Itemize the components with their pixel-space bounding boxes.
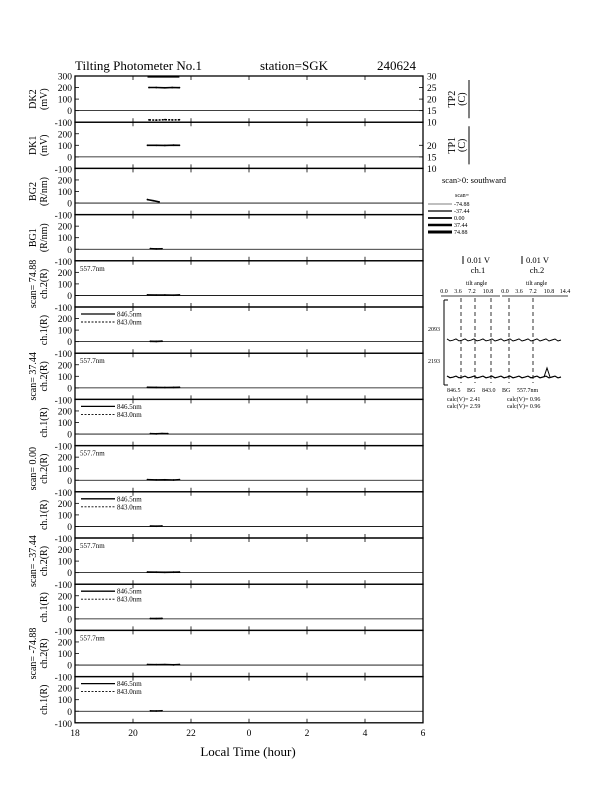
x-tick-label: 18 [70, 728, 80, 739]
y-tick-label: 0 [67, 661, 72, 672]
station-label: station=SGK [260, 58, 329, 73]
panel-s4c1 [39, 584, 423, 637]
panel-s4c2 [28, 535, 423, 591]
calc-ch1-b: calc(V)= 2.59 [447, 404, 481, 410]
x-axis-label: Local Time (hour) [200, 744, 296, 759]
y-label-line2: ch.2(R) [39, 268, 50, 300]
data-point [173, 571, 175, 573]
legend-label: 846.5nm [117, 495, 142, 504]
y-tick-label: 0 [67, 707, 72, 718]
y-tick-label: -100 [54, 257, 72, 268]
scan-legend-label: -74.88 [454, 202, 470, 208]
calc-ch1-a: calc(V)= 2.41 [447, 397, 481, 403]
wavelength-annotation: 557.7nm [80, 449, 105, 458]
data-point [155, 664, 157, 666]
data-point [148, 119, 150, 121]
legend-label: 846.5nm [117, 587, 142, 596]
y-tick-label: -100 [54, 488, 72, 499]
data-point [155, 386, 157, 388]
data-point [150, 340, 152, 342]
ch1-header: 0.01 V [467, 255, 490, 265]
y-tick-label: -100 [54, 442, 72, 453]
tilt-tick-label: 14.4 [559, 289, 571, 295]
tilt-angle-ch1: tilt angle [466, 281, 488, 287]
side-plot [444, 298, 561, 385]
data-point [152, 200, 154, 202]
panel-s5c1 [39, 677, 423, 730]
y-label-line1: scan= -37.44 [28, 535, 39, 587]
panel-frame [75, 76, 423, 122]
data-point [155, 571, 157, 573]
panel-frame [75, 168, 423, 214]
y-tick-label: 0 [67, 384, 72, 395]
y-label-line2: ch.1(R) [39, 407, 50, 438]
data-point [155, 144, 157, 146]
y-tick-label: 100 [57, 650, 72, 660]
data-point [164, 294, 166, 296]
data-point [155, 87, 157, 89]
data-point [164, 479, 166, 481]
data-point [161, 433, 163, 435]
y-tick-label: 0 [67, 153, 72, 164]
y-tick-label: 0 [67, 430, 72, 441]
data-point [155, 433, 157, 435]
y-tick-label: -100 [54, 673, 72, 684]
y-label-line2: ch.2(R) [39, 361, 50, 392]
y-tick-label: 200 [57, 176, 72, 187]
side-bottom-label: 843.0 [482, 388, 496, 394]
scan-legend-label: 74.88 [454, 230, 468, 236]
data-point [147, 144, 149, 146]
y-tick-label: 200 [57, 499, 72, 510]
data-point [161, 525, 163, 527]
scan-legend-label: -37.44 [454, 209, 470, 215]
x-tick-label: 22 [186, 728, 196, 739]
tilt-tick-label: 10.8 [543, 289, 555, 295]
y-label-line2: ch.1(R) [39, 684, 50, 715]
panel-s1c2 [28, 257, 423, 314]
legend-label: 843.0nm [117, 318, 142, 327]
data-point [155, 294, 157, 296]
wavelength-annotation: 557.7nm [80, 542, 105, 550]
data-point [164, 119, 166, 121]
y-tick-label: 100 [57, 603, 72, 614]
data-point [147, 386, 149, 388]
side-bottom-label: BG [502, 388, 511, 394]
data-point [155, 248, 157, 250]
panel-dk1 [28, 122, 469, 175]
tilt-ticks [440, 289, 570, 296]
y-tick-label: -100 [54, 581, 72, 592]
data-point [147, 571, 149, 573]
y-label-line2: (mV) [39, 88, 50, 110]
data-point [150, 248, 152, 250]
y-label-line1: scan= 0.00 [28, 446, 39, 491]
data-point [155, 618, 157, 620]
legend-label: 846.5nm [117, 310, 142, 319]
y-tick-label: 0 [67, 199, 72, 210]
side-bottom-label: 557.7nm [517, 388, 539, 394]
tilt-tick-label: 10.8 [482, 289, 494, 295]
y-tick-label: 100 [57, 188, 72, 198]
y-tick-label: -100 [54, 535, 72, 545]
y-label-line2: ch.2(R) [39, 638, 50, 669]
data-point [150, 433, 152, 435]
side-trace-top [447, 339, 561, 341]
y-tick-label: 200 [57, 638, 72, 649]
data-point [179, 144, 181, 146]
x-tick-label: 2 [304, 728, 310, 739]
calc-ch2-a: calc(V)= 0.96 [507, 397, 541, 403]
y-tick-label: 100 [57, 280, 72, 291]
data-point [147, 199, 149, 201]
chart-title: Tilting Photometer No.1 [75, 58, 203, 73]
tilt-tick-label: 0.0 [501, 289, 509, 295]
y-label-line2: ch.1(R) [39, 592, 50, 623]
right-tick-label: 10 [427, 164, 437, 175]
legend-label: 846.5nm [117, 402, 142, 411]
data-point [173, 294, 175, 296]
y-label-line1: scan= 37.44 [28, 352, 39, 401]
y-tick-label: 100 [57, 372, 72, 383]
tilt-tick-label: 0.0 [440, 289, 448, 295]
data-point [158, 201, 160, 203]
legend-label: 843.0nm [117, 410, 142, 419]
side-bottom-label: 846.5 [447, 388, 461, 394]
data-point [155, 119, 157, 121]
ch2-header: 0.01 V [526, 255, 549, 265]
panel-stack [28, 73, 469, 730]
y-tick-label: 100 [57, 419, 72, 429]
data-point [155, 341, 157, 343]
data-point [161, 340, 163, 342]
data-point [155, 479, 157, 481]
y-tick-label: 200 [57, 592, 72, 603]
scan-direction-note: scan>0: southward [442, 175, 507, 185]
tilt-tick-label: 3.6 [454, 289, 462, 295]
y-tick-label: 200 [57, 361, 72, 372]
y-tick-label: 100 [57, 95, 72, 106]
y-tick-label: 100 [57, 141, 72, 152]
data-point [173, 664, 175, 666]
y-tick-label: 200 [57, 407, 72, 418]
data-point [171, 119, 173, 121]
tilt-tick-label: 3.6 [515, 289, 523, 295]
data-point [150, 618, 152, 620]
panel-s2c2 [28, 352, 423, 406]
y-tick-label: 0 [67, 476, 72, 487]
ch2-label: ch.2 [529, 265, 545, 275]
y-tick-label: 100 [57, 465, 72, 476]
side-bottom-labels [447, 388, 539, 394]
y-label-line2: (mV) [39, 134, 50, 157]
x-tick-label: 4 [362, 728, 368, 739]
data-point [164, 387, 166, 389]
side-value-bottom: 2193 [428, 359, 440, 365]
side-bottom-label: BG [467, 388, 476, 394]
y-tick-label: 100 [57, 326, 72, 337]
panel-bg1 [28, 215, 423, 268]
y-tick-label: -100 [54, 719, 72, 730]
wavelength-annotation: 557.7nm [80, 264, 105, 273]
wavelength-annotation: 557.7nm [80, 357, 105, 366]
right-tick-label: 25 [427, 84, 437, 95]
data-point [164, 87, 166, 89]
data-point [164, 664, 166, 666]
scan-legend-label: 0.00 [454, 216, 465, 222]
right-tick-label: 20 [427, 141, 437, 152]
panel-frame [75, 446, 423, 492]
side-value-top: 2093 [428, 327, 440, 333]
data-point [147, 294, 149, 296]
y-label-line2: (R/nm) [39, 223, 50, 253]
y-tick-label: -100 [54, 627, 72, 638]
y-tick-label: 200 [57, 546, 72, 557]
panel-dk2 [28, 73, 469, 130]
y-label-line2: ch.2(R) [39, 545, 50, 577]
data-point [147, 664, 149, 666]
y-tick-label: -100 [54, 350, 72, 361]
y-label-line2: ch.2(R) [39, 453, 50, 484]
y-tick-label: 200 [57, 222, 72, 233]
tilt-angle-ch2: tilt angle [526, 281, 548, 287]
data-point [155, 710, 157, 712]
y-tick-label: 200 [57, 130, 72, 141]
y-tick-label: 100 [57, 511, 72, 522]
right-tick-label: 15 [427, 107, 437, 118]
y-tick-label: 0 [67, 245, 72, 256]
y-tick-label: 100 [57, 557, 72, 568]
y-label-line1: scan= -74.88 [28, 627, 39, 680]
right-tick-label: 10 [427, 118, 437, 129]
y-label-line1: DK1 [28, 135, 39, 156]
wavelength-annotation: 557.7nm [80, 634, 105, 643]
panel-frame [75, 122, 423, 168]
y-tick-label: 0 [67, 107, 72, 118]
panel-frame [75, 215, 423, 261]
y-label-line2: ch.1(R) [39, 499, 50, 531]
y-tick-label: -100 [54, 211, 72, 222]
data-point [179, 664, 181, 666]
y-tick-label: -100 [54, 119, 72, 130]
calc-ch2-b: calc(V)= 0.96 [507, 404, 541, 410]
y-tick-label: 0 [67, 522, 72, 533]
right-tick-label: 20 [427, 95, 437, 106]
y-label-line1: BG2 [28, 182, 39, 201]
data-point [161, 248, 163, 250]
data-point [155, 525, 157, 527]
panel-s1c1 [39, 307, 423, 360]
panel-s5c2 [28, 628, 423, 684]
y-tick-label: 0 [67, 569, 72, 580]
legend-label: 843.0nm [117, 503, 142, 512]
panel-bg2 [28, 168, 423, 221]
y-tick-label: 200 [57, 684, 72, 695]
y-label-line1: DK2 [28, 89, 39, 109]
data-point [147, 479, 149, 481]
side-trace-peak [544, 368, 550, 377]
data-point [173, 386, 175, 388]
data-point [150, 525, 152, 527]
y-tick-label: 100 [57, 234, 72, 245]
y-tick-label: 100 [57, 696, 72, 707]
y-tick-label: 0 [67, 338, 72, 349]
y-label-line1: BG1 [28, 228, 39, 248]
right-label-line1: TP1 [447, 136, 458, 154]
data-point [179, 119, 181, 121]
right-label-line2: (C) [457, 138, 468, 152]
x-tick-label: 20 [128, 728, 138, 739]
right-label-line2: (C) [457, 92, 468, 106]
scan-legend-label: 37.44 [454, 223, 468, 229]
y-tick-label: -100 [54, 396, 72, 407]
data-point [150, 710, 152, 712]
y-tick-label: 0 [67, 615, 72, 626]
x-tick-label: 0 [246, 728, 252, 739]
data-point [179, 479, 181, 481]
right-tick-label: 15 [427, 153, 437, 164]
data-point [179, 571, 181, 573]
legend-label: 843.0nm [117, 595, 142, 604]
y-tick-label: 0 [67, 291, 72, 302]
y-tick-label: 200 [57, 315, 72, 326]
tilt-tick-label: 7.2 [468, 289, 476, 295]
data-point [173, 144, 175, 146]
data-point [179, 386, 181, 388]
y-label-line1: scan= 74.88 [28, 259, 39, 309]
panel-frame [75, 630, 423, 676]
data-point [173, 479, 175, 481]
data-point [179, 294, 181, 296]
panel-frame [75, 353, 423, 399]
y-label-line2: (R/nm) [39, 177, 50, 206]
right-label-line1: TP2 [447, 90, 458, 108]
scan-legend [428, 202, 470, 236]
x-axis [70, 729, 425, 739]
y-tick-label: -100 [54, 165, 72, 176]
data-point [161, 710, 163, 712]
date-label: 240624 [377, 58, 416, 73]
panel-s2c1 [39, 399, 423, 452]
panel-frame [75, 538, 423, 584]
y-tick-label: 200 [57, 453, 72, 464]
right-tick-label: 30 [427, 72, 437, 83]
panel-s3c1 [39, 492, 423, 545]
y-tick-label: -100 [54, 304, 72, 314]
scan-legend-title: scan= [455, 193, 470, 199]
y-label-line2: ch.1(R) [39, 314, 50, 346]
tilt-tick-label: 7.2 [529, 289, 537, 295]
data-point [167, 433, 169, 435]
panel-frame [75, 261, 423, 307]
data-point [148, 87, 150, 89]
data-point [161, 617, 163, 619]
data-point [179, 87, 181, 89]
legend-label: 846.5nm [117, 680, 142, 689]
y-tick-label: 200 [57, 84, 72, 95]
x-tick-label: 6 [420, 728, 426, 739]
data-point [164, 145, 166, 147]
ch1-label: ch.1 [470, 265, 486, 275]
data-point [164, 571, 166, 573]
data-point [171, 87, 173, 89]
legend-label: 843.0nm [117, 688, 142, 697]
panel-s3c2 [28, 446, 423, 499]
side-panel [428, 175, 570, 410]
y-tick-label: 200 [57, 268, 72, 279]
y-tick-label: 300 [57, 72, 72, 83]
